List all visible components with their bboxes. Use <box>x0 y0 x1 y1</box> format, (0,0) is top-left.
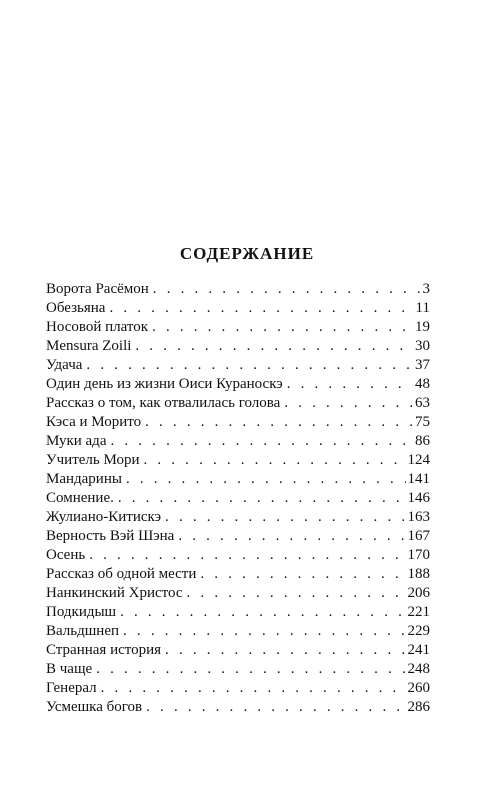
toc-entry-title: Обезьяна <box>46 300 106 316</box>
toc-entry-page: 37 <box>415 357 430 373</box>
toc-entry-title: Нанкинский Христос <box>46 585 183 601</box>
toc-entry-title: Муки ада <box>46 433 107 449</box>
toc-entry <box>46 641 430 660</box>
toc-entry-page: 19 <box>415 319 430 335</box>
toc-entry <box>46 489 430 508</box>
toc-leader-dots <box>287 375 413 394</box>
toc-leader-dots <box>89 546 405 565</box>
toc-entry-page: 229 <box>407 623 430 639</box>
toc-entry-page: 124 <box>407 452 430 468</box>
toc-entry <box>46 584 430 603</box>
toc-entry-title: Ворота Расёмон <box>46 281 149 297</box>
toc-entry-page: 206 <box>407 585 430 601</box>
toc-entry-title: Осень <box>46 547 86 563</box>
toc-entry <box>46 660 430 679</box>
toc-title: СОДЕРЖАНИЕ <box>179 244 315 263</box>
toc-entry <box>46 394 430 413</box>
toc-entry-page: 188 <box>407 566 430 582</box>
toc-list <box>46 280 430 717</box>
toc-entry-page: 146 <box>407 490 430 506</box>
toc-entry-title: Верность Вэй Шэна <box>46 528 175 544</box>
toc-entry-page: 286 <box>407 699 430 715</box>
toc-entry <box>46 280 430 299</box>
toc-entry-title: Один день из жизни Оиси Кураноскэ <box>46 376 283 392</box>
toc-entry-title: Подкидыш <box>46 604 117 620</box>
toc-entry-page: 167 <box>407 528 430 544</box>
toc-leader-dots <box>165 641 405 660</box>
toc-leader-dots <box>123 622 405 641</box>
toc-entry-title: Рассказ о том, как отвалилась голова <box>46 395 281 411</box>
toc-entry-title: Усмешка богов <box>46 699 143 715</box>
toc-leader-dots <box>153 280 421 299</box>
toc-entry-title: Генерал <box>46 680 97 696</box>
toc-leader-dots <box>135 337 413 356</box>
toc-entry-title: Жулиано-Китискэ <box>46 509 162 525</box>
toc-entry-title: Вальдшнеп <box>46 623 120 639</box>
toc-entry-title: Рассказ об одной мести <box>46 566 197 582</box>
toc-entry <box>46 318 430 337</box>
toc-leader-dots <box>109 299 413 318</box>
toc-entry-page: 221 <box>407 604 430 620</box>
toc-entry <box>46 413 430 432</box>
toc-entry-title: Удача <box>46 357 83 373</box>
toc-leader-dots <box>120 603 405 622</box>
toc-entry-page: 260 <box>407 680 430 696</box>
toc-entry <box>46 356 430 375</box>
toc-entry <box>46 698 430 717</box>
toc-entry <box>46 299 430 318</box>
toc-entry <box>46 565 430 584</box>
toc-entry-title: В чаще <box>46 661 93 677</box>
toc-entry-page: 170 <box>407 547 430 563</box>
toc-entry <box>46 432 430 451</box>
toc-entry-page: 48 <box>415 376 430 392</box>
toc-leader-dots <box>146 698 405 717</box>
toc-entry-page: 30 <box>415 338 430 354</box>
toc-entry-title: Учитель Мори <box>46 452 140 468</box>
toc-entry <box>46 375 430 394</box>
toc-entry <box>46 546 430 565</box>
toc-entry <box>46 451 430 470</box>
toc-entry-page: 241 <box>407 642 430 658</box>
toc-leader-dots <box>143 451 405 470</box>
toc-entry <box>46 603 430 622</box>
toc-entry-title: Странная история <box>46 642 162 658</box>
toc-leader-dots <box>96 660 405 679</box>
toc-entry <box>46 679 430 698</box>
toc-entry-page: 11 <box>415 300 430 316</box>
toc-leader-dots <box>126 470 406 489</box>
toc-entry-title: Кэса и Морито <box>46 414 142 430</box>
toc-entry-title: Носовой платок <box>46 319 149 335</box>
toc-leader-dots <box>110 432 413 451</box>
toc-entry <box>46 527 430 546</box>
toc-entry-title: Сомнение. <box>46 490 114 506</box>
toc-entry-page: 141 <box>407 471 430 487</box>
toc-entry-page: 3 <box>422 281 430 297</box>
toc-entry <box>46 470 430 489</box>
toc-leader-dots <box>165 508 405 527</box>
toc-entry <box>46 337 430 356</box>
toc-leader-dots <box>187 584 406 603</box>
toc-entry-page: 248 <box>407 661 430 677</box>
toc-leader-dots <box>152 318 413 337</box>
toc-leader-dots <box>200 565 405 584</box>
toc-leader-dots <box>178 527 405 546</box>
toc-entry-title: Mensura Zoili <box>46 338 132 354</box>
toc-entry-page: 63 <box>415 395 430 411</box>
toc-entry-page: 75 <box>415 414 430 430</box>
toc-entry <box>46 508 430 527</box>
toc-entry-title: Мандарины <box>46 471 122 487</box>
toc-entry <box>46 622 430 641</box>
toc-leader-dots <box>145 413 413 432</box>
toc-leader-dots <box>86 356 413 375</box>
toc-leader-dots <box>101 679 406 698</box>
toc-leader-dots <box>284 394 413 413</box>
toc-entry-page: 163 <box>407 509 430 525</box>
toc-leader-dots <box>118 489 406 508</box>
toc-entry-page: 86 <box>415 433 430 449</box>
